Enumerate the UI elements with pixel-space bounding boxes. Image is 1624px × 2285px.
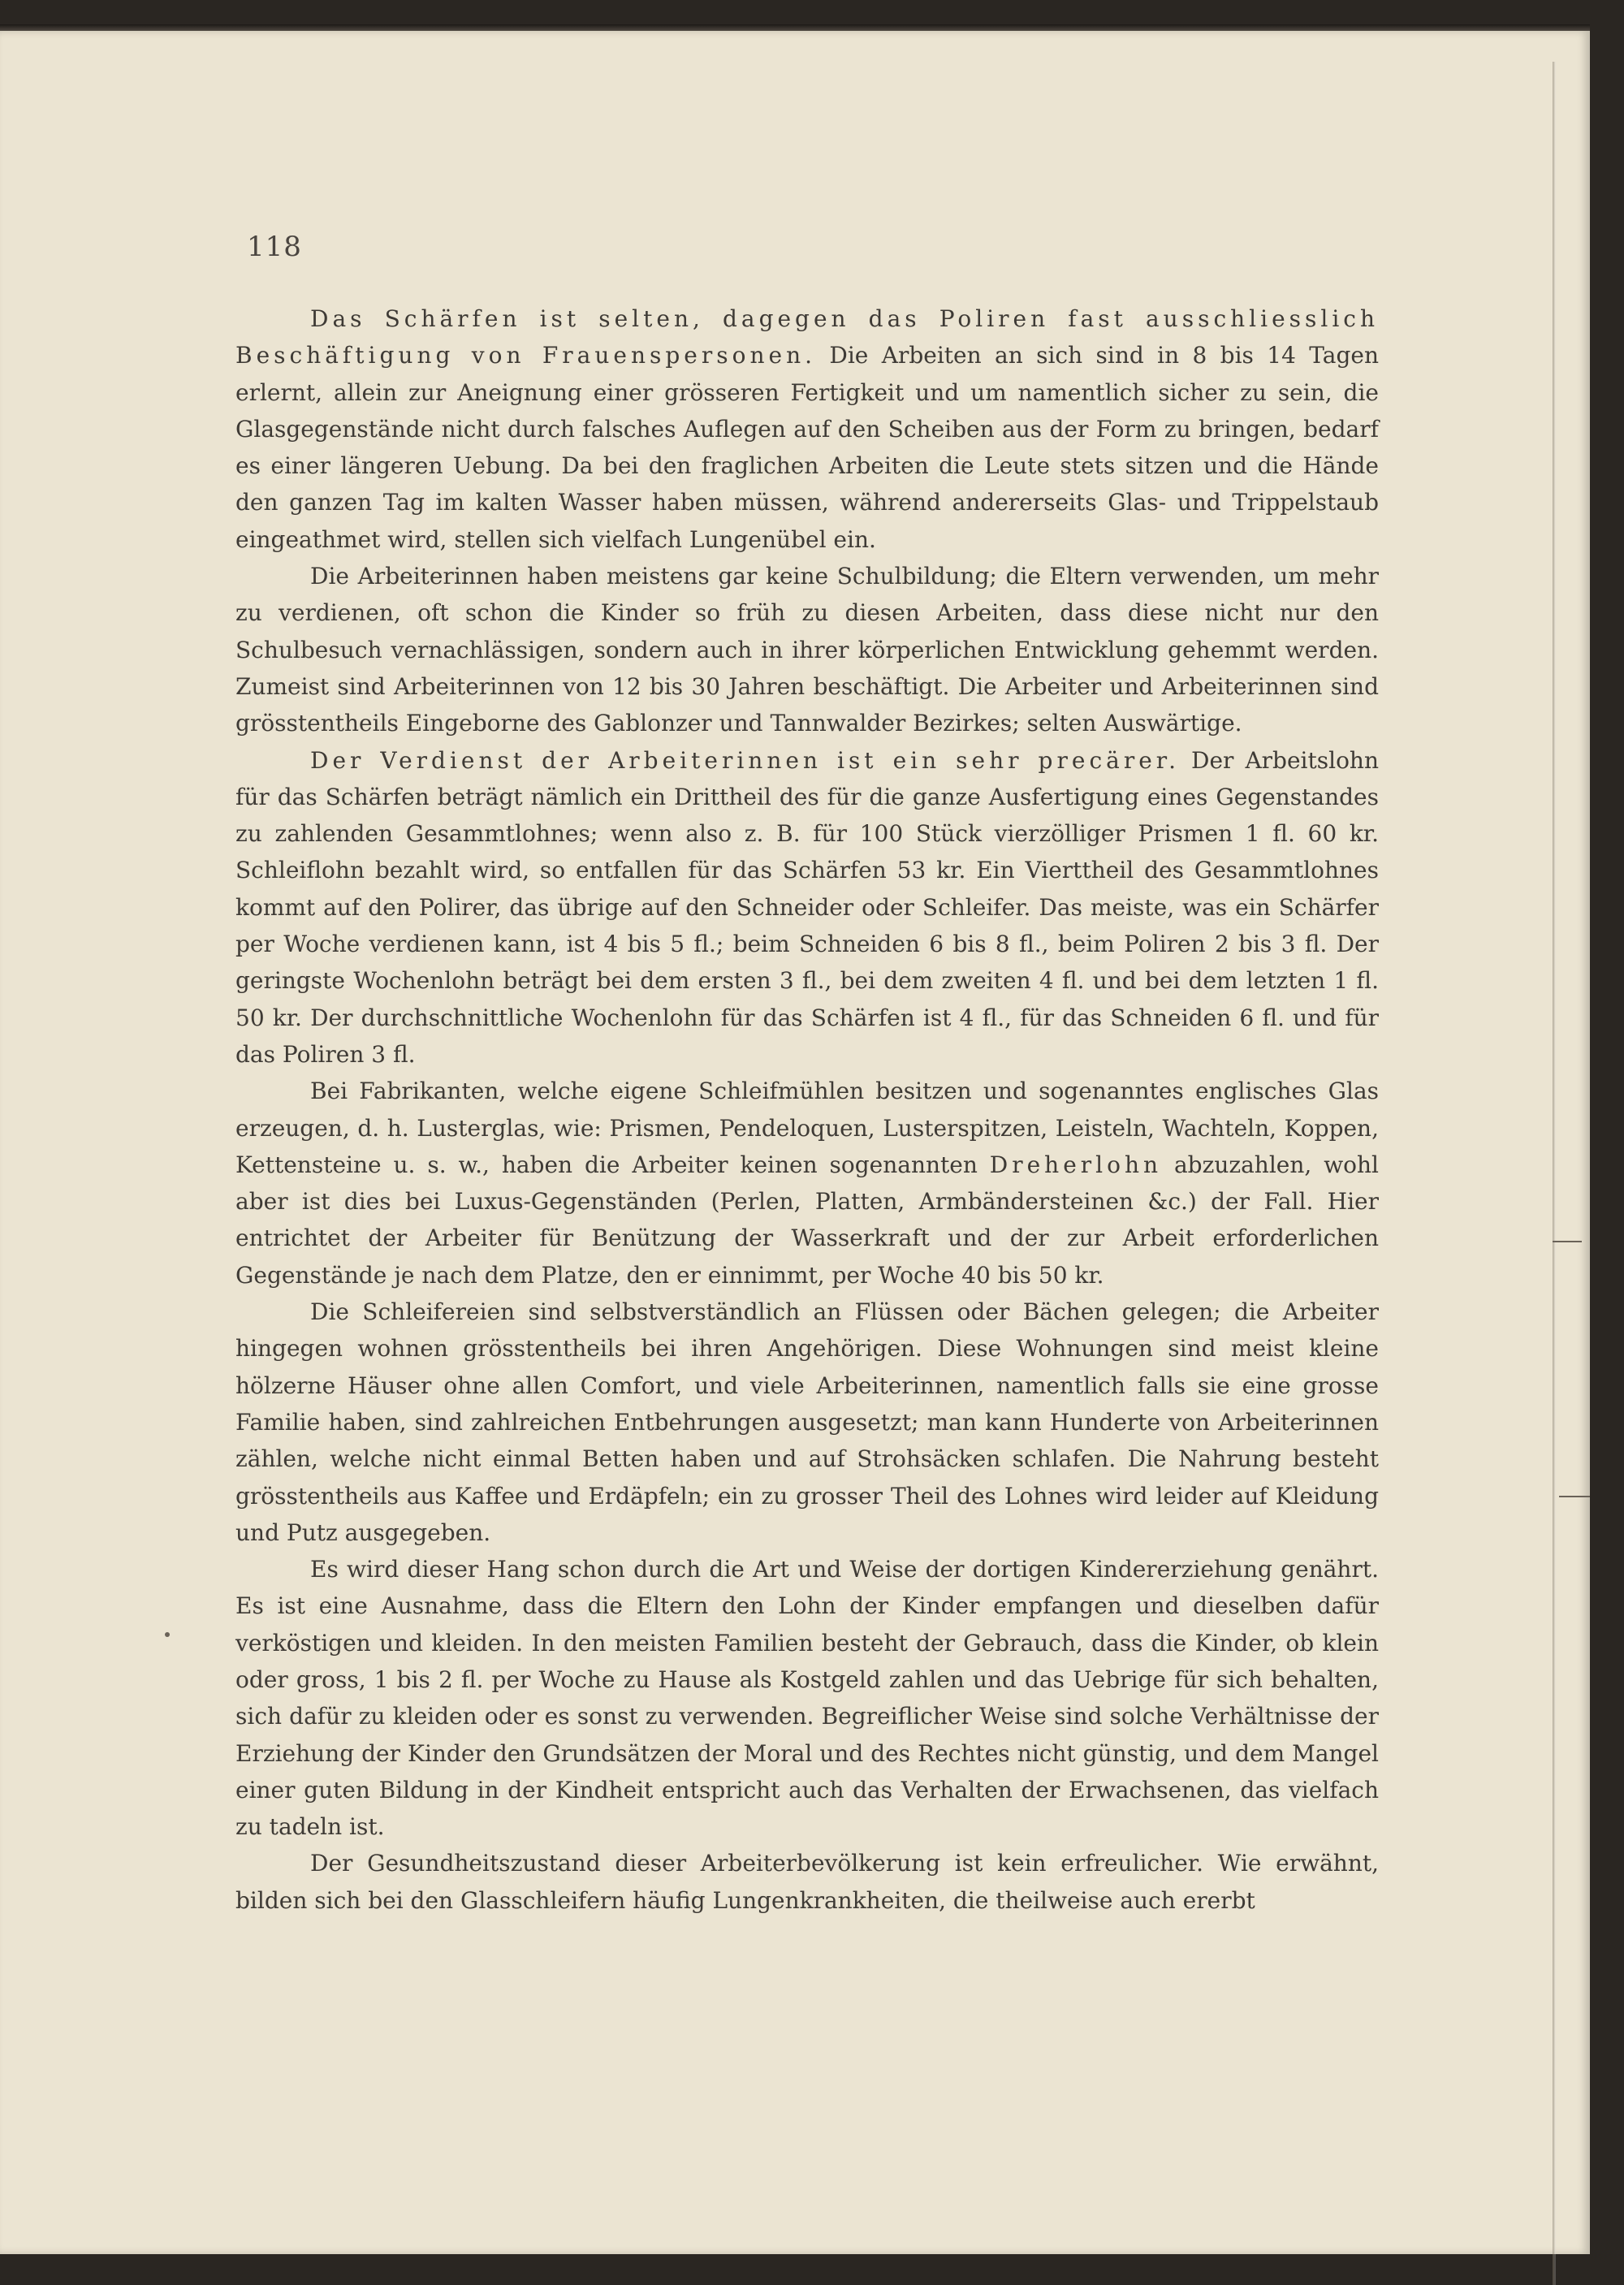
body-text — [235, 300, 1379, 1919]
paragraph — [235, 1845, 1379, 1919]
paragraph-text: Die Arbeiterinnen haben meistens gar keine Schulbildung; die Eltern verwenden, um mehr zu verdienen, oft schon die Kinder so früh zu diesen Arbeiten, dass diese nicht nur den Schulbesuch vernachlässigen, sondern auch in ihrer körperlichen Entwicklung gehemmt werden. Zumeist sind Arbeiterinnen von 12 bis 30 Jahren beschäftigt. Die Arbeiter und Arbeiterinnen sind grösstentheils Eingeborne des Gablonzer und Tannwalder Bezirkes; selten Auswärtige. — [235, 563, 1379, 737]
paragraph-text: Der Arbeitslohn für das Schärfen beträgt nämlich ein Drittheil des für die ganze Ausfertigung eines Gegenstandes zu zahlenden Gesammtlohnes; wenn also z. B. für 100 Stück vierzölliger Prismen 1 fl. 60 kr. Schleiflohn bezahlt wird, so entfallen für das Schärfen 53 kr. Ein Vierttheil des Gesammtlohnes kommt auf den Polirer, das übrige auf den Schneider oder Schleifer. Das meiste, was ein Schärfer per Woche verdienen kann, ist 4 bis 5 fl.; beim Schneiden 6 bis 8 fl., beim Poliren 2 bis 3 fl. Der geringste Wochenlohn beträgt bei dem ersten 3 fl., bei dem zweiten 4 fl. und bei dem letzten 1 fl. 50 kr. Der durchschnittliche Wochenlohn für das Schärfen ist 4 fl., für das Schneiden 6 fl. und für das Poliren 3 fl. — [235, 746, 1379, 1068]
paragraph-text: Die Schleifereien sind selbstverständlich an Flüssen oder Bächen gelegen; die Arbeiter hingegen wohnen grösstentheils bei ihren Angehörigen. Diese Wohnungen sind meist kleine hölzerne Häuser ohne allen Comfort, und viele Arbeiterinnen, namentlich falls sie eine grosse Familie haben, sind zahlreichen Entbehrungen ausgesetzt; man kann Hunderte von Arbeiterinnen zählen, welche nicht einmal Betten haben und auf Strohsäcken schlafen. Die Nahrung besteht grösstentheils aus Kaffee und Erdäpfeln; ein zu grosser Theil des Lohnes wird leider auf Kleidung und Putz ausgegeben. — [235, 1298, 1379, 1546]
paragraph — [235, 300, 1379, 558]
paragraph — [235, 742, 1379, 1073]
paragraph — [235, 558, 1379, 741]
paragraph-text: abzuzahlen, wohl aber ist dies bei Luxus-Gegenständen (Perlen, Platten, Armbändersteinen &c.) der Fall. Hier entrichtet der Arbeiter für Benützung der Wasserkraft und der zur Arbeit erforderlichen Gegenstände je nach dem Platze, den er einnimmt, per Woche 40 bis 50 kr. — [235, 1151, 1380, 1289]
paragraph-text: Die Arbeiten an sich sind in 8 bis 14 Tagen erlernt, allein zur Aneignung einer grösseren Fertigkeit und um namentlich sicher zu sein, die Glasgegenstände nicht durch falsches Auflegen auf den Scheiben aus der Form zu bringen, bedarf es einer längeren Uebung. Da bei den fraglichen Arbeiten die Leute stets sitzen und die Hände den ganzen Tag im kalten Wasser haben müssen, während andererseits Glas- und Trippelstaub eingeathmet wird, stellen sich vielfach Lungenübel ein. — [235, 342, 1380, 553]
paragraph-text: Der Gesundheitszustand dieser Arbeiterbevölkerung ist kein erfreulicher. Wie erwähnt, bilden sich bei den Glasschleifern häufig Lungenkrankheiten, die theilweise auch ererbt — [235, 1850, 1379, 1914]
margin-dot — [165, 1632, 170, 1637]
page-number: 118 — [247, 231, 302, 263]
paragraph-text: Bei Fabrikanten, welche eigene Schleifmühlen besitzen und sogenanntes englisches Glas erzeugen, d. h. Lusterglas, wie: Prismen, Pendeloquen, Lusterspitzen, Leisteln, Wachteln, Koppen, Kettensteine u. s. w., haben die Arbeiter keinen sogenannten — [235, 1078, 1379, 1178]
paragraph — [235, 1073, 1379, 1294]
spaced-term: Dreherlohn — [989, 1151, 1163, 1178]
paragraph — [235, 1294, 1379, 1551]
paragraph-text: Es wird dieser Hang schon durch die Art und Weise der dortigen Kindererziehung genährt. Es ist eine Ausnahme, dass die Eltern den Lohn der Kinder empfangen und dieselben dafür verköstigen und kleiden. In den meisten Familien besteht der Gebrauch, dass die Kinder, ob klein oder gross, 1 bis 2 fl. per Woche zu Hause als Kostgeld zahlen und das Uebrige für sich behalten, sich dafür zu kleiden oder es sonst zu verwenden. Begreiflicher Weise sind solche Verhältnisse der Erziehung der Kinder den Grundsätzen der Moral und des Rechtes nicht günstig, und dem Mangel einer guten Bildung in der Kindheit entspricht auch das Verhalten der Erwachsenen, das vielfach zu tadeln ist. — [235, 1556, 1379, 1841]
margin-mark — [1559, 1496, 1590, 1497]
paragraph — [235, 1551, 1379, 1845]
spaced-lead: Das Schärfen ist selten, dagegen das Poliren fast ausschliesslich Beschäftigung von Frauenspersonen. — [235, 305, 1379, 369]
page-edge-fold — [1553, 62, 1556, 2285]
spaced-lead: Der Verdienst der Arbeiterinnen ist ein sehr precärer. — [310, 746, 1180, 774]
margin-mark — [1553, 1241, 1582, 1242]
